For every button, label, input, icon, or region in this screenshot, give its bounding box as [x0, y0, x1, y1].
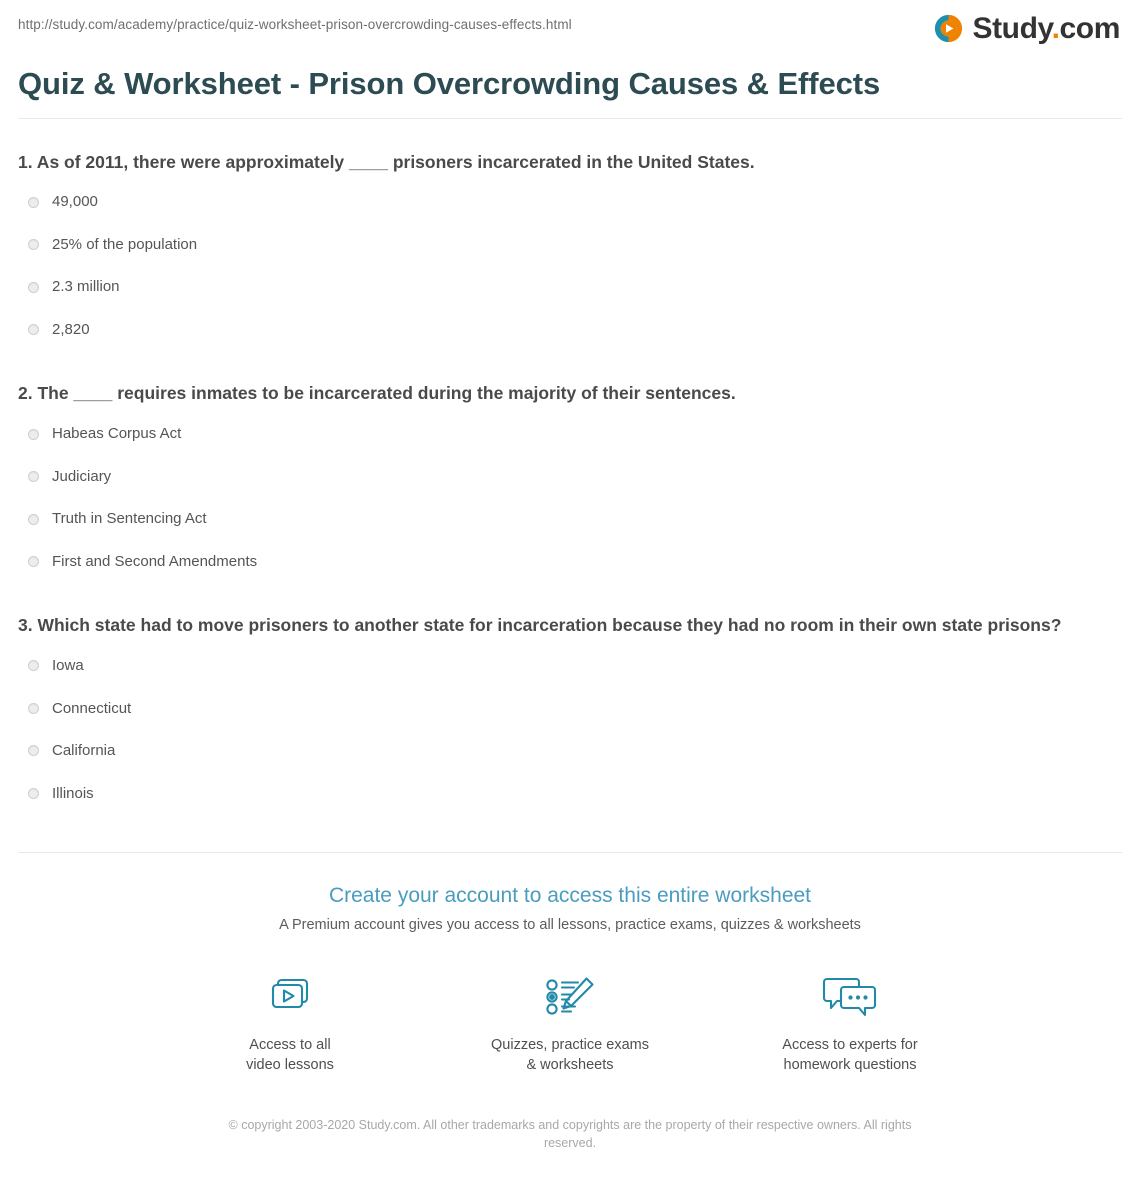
option-label: Truth in Sentencing Act	[52, 510, 207, 528]
question-1	[18, 119, 1122, 351]
question-text: 2. The ____ requires inmates to be incarcerated during the majority of their sentences.	[18, 383, 736, 404]
logo-word-study: Study	[972, 11, 1052, 45]
option-label: 25% of the population	[52, 235, 198, 253]
feature-label-line1: Access to experts for	[782, 1037, 918, 1054]
cta-subtitle: A Premium account gives you access to all lessons, practice exams, quizzes & worksheets	[279, 917, 861, 934]
copyright-text: © copyright 2003-2020 Study.com. All other trademarks and copyrights are the property of their respective owners. All rights reserved.	[228, 1117, 912, 1151]
cta-block	[18, 853, 1122, 1075]
question-3	[18, 582, 1122, 814]
feature-label-line2: homework questions	[783, 1056, 917, 1073]
option-row[interactable]	[18, 540, 1122, 583]
option-row[interactable]	[18, 308, 1122, 351]
radio-button-icon[interactable]	[28, 429, 39, 440]
radio-button-icon[interactable]	[28, 514, 39, 525]
option-label: California	[52, 742, 116, 760]
quiz-pencil-icon	[480, 969, 660, 1025]
cta-title[interactable]: Create your account to access this entire worksheet	[328, 884, 812, 908]
option-row[interactable]	[18, 497, 1122, 540]
page-header	[0, 0, 1140, 56]
radio-button-icon[interactable]	[28, 660, 39, 671]
option-label: 2,820	[52, 320, 90, 338]
video-lessons-icon	[200, 969, 380, 1025]
radio-button-icon[interactable]	[28, 282, 39, 293]
option-label: 49,000	[52, 193, 98, 211]
feature-label-line2: & worksheets	[526, 1056, 614, 1073]
options-list	[18, 644, 1122, 814]
title-section	[0, 66, 1140, 102]
quiz-body	[0, 119, 1140, 815]
radio-button-icon[interactable]	[28, 745, 39, 756]
feature-label	[480, 1036, 660, 1075]
option-label: Iowa	[52, 657, 84, 675]
option-row[interactable]	[18, 687, 1122, 730]
study-com-logo[interactable]	[932, 12, 1122, 45]
radio-button-icon[interactable]	[28, 471, 39, 482]
option-label: Illinois	[52, 784, 94, 802]
option-row[interactable]	[18, 265, 1122, 308]
option-label: 2.3 million	[52, 278, 120, 296]
footer-section	[0, 852, 1140, 1179]
page-url: http://study.com/academy/practice/quiz-worksheet-prison-overcrowding-causes-effects.html	[18, 17, 572, 32]
option-row[interactable]	[18, 729, 1122, 772]
option-row[interactable]	[18, 223, 1122, 266]
feature-experts	[760, 969, 940, 1075]
logo-wordmark	[972, 11, 1120, 45]
radio-button-icon[interactable]	[28, 703, 39, 714]
radio-button-icon[interactable]	[28, 239, 39, 250]
option-label: Habeas Corpus Act	[52, 425, 182, 443]
question-text: 3. Which state had to move prisoners to another state for incarceration because they had no room in their own state prisons?	[18, 615, 1062, 636]
feature-label	[200, 1036, 380, 1075]
option-row[interactable]	[18, 412, 1122, 455]
question-text: 1. As of 2011, there were approximately ____ prisoners incarcerated in the United States.	[18, 151, 755, 172]
options-list	[18, 412, 1122, 582]
option-label: First and Second Amendments	[52, 552, 258, 570]
option-row[interactable]	[18, 455, 1122, 498]
features-row	[18, 969, 1122, 1075]
option-row[interactable]	[18, 180, 1122, 223]
feature-quizzes	[480, 969, 660, 1075]
feature-label-line2: video lessons	[246, 1056, 334, 1073]
options-list	[18, 180, 1122, 350]
option-label: Judiciary	[52, 467, 112, 485]
chat-bubbles-icon	[760, 969, 940, 1025]
radio-button-icon[interactable]	[28, 197, 39, 208]
logo-dot: .	[1051, 11, 1060, 45]
option-row[interactable]	[18, 772, 1122, 815]
radio-button-icon[interactable]	[28, 556, 39, 567]
radio-button-icon[interactable]	[28, 324, 39, 335]
feature-label-line1: Access to all	[249, 1037, 331, 1054]
feature-video-lessons	[200, 969, 380, 1075]
radio-button-icon[interactable]	[28, 788, 39, 799]
feature-label-line1: Quizzes, practice exams	[491, 1037, 649, 1054]
page-title: Quiz & Worksheet - Prison Overcrowding Causes & Effects	[18, 66, 881, 101]
option-label: Connecticut	[52, 699, 132, 717]
question-2	[18, 350, 1122, 582]
feature-label	[760, 1036, 940, 1075]
option-row[interactable]	[18, 644, 1122, 687]
logo-word-com: com	[1059, 11, 1120, 45]
play-circle-icon	[932, 12, 965, 45]
